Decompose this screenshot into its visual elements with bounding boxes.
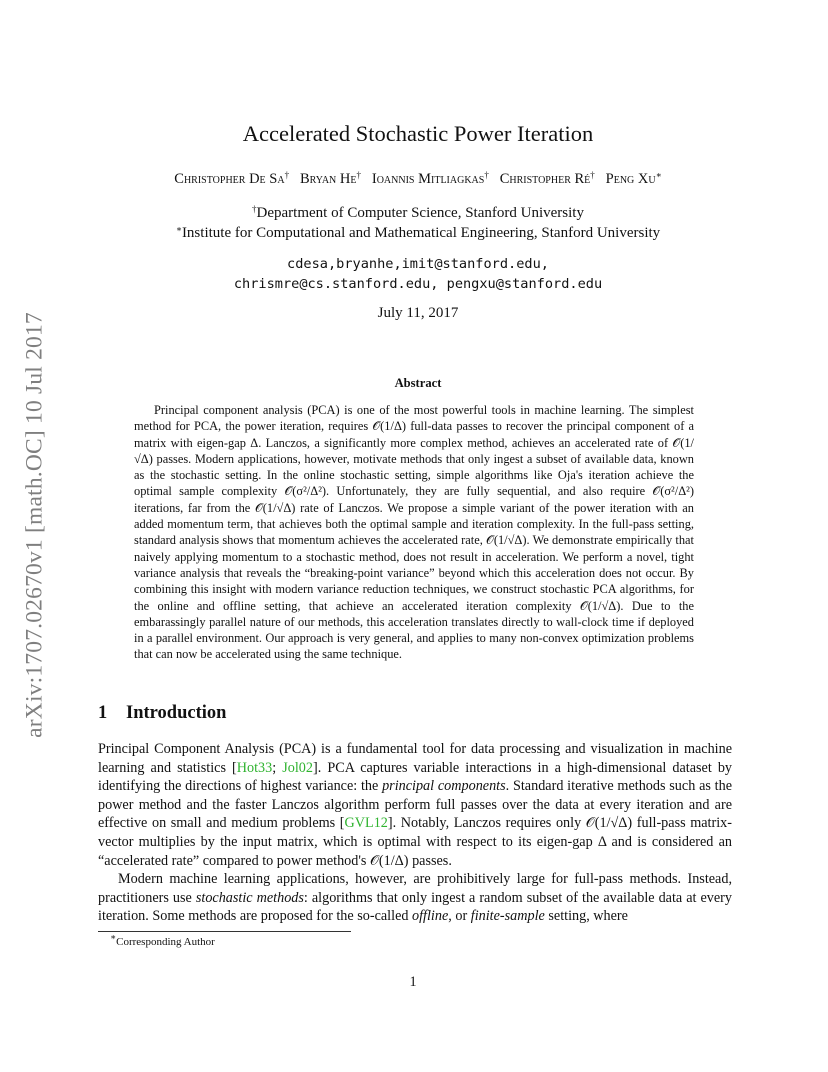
- text-run: ]. Notably, Lanczos requires only 𝒪(1/√Δ) full-pass matrix-vector multiplies by the input matrix, which is optimal with respect to its eigen-gap Δ and is considered an “accelerated rate” compared to power method's 𝒪(1/Δ) passes.: [98, 815, 732, 869]
- arxiv-sidebar-identifier: [20, 275, 50, 775]
- author-mark: ∗: [655, 170, 662, 180]
- introduction-body: [98, 740, 732, 926]
- author-name: Christopher De Sa: [174, 171, 285, 187]
- text-run: Principal Component Analysis (PCA) is a fundamental tool for data processing and visualization in machine learning and statistics [: [98, 741, 732, 776]
- email-line: chrismre@cs.stanford.edu, pengxu@stanford.edu: [233, 276, 603, 292]
- section-number: 1: [98, 703, 108, 723]
- abstract-text: Principal component analysis (PCA) is one of the most powerful tools in machine learning. The simplest method for PCA, the power iteration, requires 𝒪(1/Δ) full-data passes to recover the principal component of a matrix with eigen-gap Δ. Lanczos, a significantly more complex method, achieves an accelerated rate of 𝒪(1/√Δ) passes. Modern applications, however, motivate methods that only ingest a subset of available data, known as the stochastic setting. In the online stochastic setting, simple algorithms like Oja's iteration achieve the optimal sample complexity 𝒪(σ²/Δ²). Unfortunately, they are fully sequential, and also require 𝒪(σ²/Δ²) iterations, far from the 𝒪(1/√Δ) rate of Lanczos. We propose a simple variant of the power iteration with an added momentum term, that achieves both the optimal sample and iteration complexity. In the full-pass setting, standard analysis shows that momentum achieves the accelerated rate, 𝒪(1/√Δ). We demonstrate empirically that naively applying momentum to a stochastic method, does not result in acceleration. We perform a novel, tight variance analysis that reveals the “breaking-point variance” beyond which this acceleration does not occur. By combining this insight with modern variance reduction techniques, we construct stochastic PCA algorithms, for the online and offline setting, that achieve an accelerated iteration complexity 𝒪(1/√Δ). Due to the embarassingly parallel nature of our methods, this acceleration translates directly to wall-clock time if deployed in a parallel environment. Our approach is very general, and applies to many non-convex optimization problems that can now be accelerated using the same technique.: [134, 403, 694, 662]
- affiliation-line: [98, 203, 738, 223]
- emphasis: finite-sample: [470, 908, 545, 925]
- text-run: setting, where: [544, 908, 628, 925]
- citation-link[interactable]: GVL12: [344, 815, 388, 832]
- author-name: Ioannis Mitliagkas: [371, 171, 485, 187]
- author-emails: [98, 254, 738, 294]
- author-name: Peng Xu: [605, 171, 656, 187]
- footnote-text: Corresponding Author: [116, 936, 215, 948]
- affiliation-mark: ∗: [175, 224, 182, 234]
- text-run: : algorithms that only ingest a random subset of the available data at every iteration. Some methods are proposed for the so-called: [98, 889, 732, 925]
- emphasis: stochastic methods: [195, 889, 304, 906]
- email-line: cdesa,bryanhe,imit@stanford.edu,: [287, 256, 549, 272]
- footnote-mark: ∗: [110, 932, 117, 942]
- page-number: 1: [409, 974, 417, 990]
- author-name: Christopher Ré: [499, 171, 591, 187]
- affiliation-text: Institute for Computational and Mathematical Engineering, Stanford University: [181, 225, 661, 241]
- text-run: ;: [272, 759, 283, 776]
- author-name: Bryan He: [299, 171, 357, 187]
- paragraph: [98, 870, 732, 926]
- footnote: [98, 932, 215, 948]
- abstract-heading: Abstract: [394, 376, 442, 390]
- paper-title: Accelerated Stochastic Power Iteration: [242, 121, 594, 146]
- emphasis: principal components: [382, 778, 506, 795]
- paragraph: [98, 740, 732, 870]
- author-mark: †: [484, 170, 489, 180]
- citation-link[interactable]: Hot33: [236, 759, 273, 776]
- arxiv-id-text: arXiv:1707.02670v1 [math.OC] 10 Jul 2017: [21, 312, 48, 738]
- emphasis: offline: [412, 908, 449, 925]
- section-heading: [98, 703, 226, 724]
- author-mark: †: [284, 170, 290, 180]
- affiliation-text: Department of Computer Science, Stanford University: [256, 205, 584, 221]
- text-run: ]. PCA captures variable interactions in a high-dimensional dataset by identifying the directions of highest variance: the: [98, 759, 733, 795]
- affiliation-line: [98, 223, 738, 243]
- author-mark: †: [590, 170, 595, 180]
- paper-date: July 11, 2017: [377, 305, 459, 321]
- footnote-divider: [98, 931, 351, 932]
- affiliations: [98, 203, 738, 243]
- author-mark: †: [356, 170, 361, 180]
- text-run: . Standard iterative methods such as the power method and the faster Lanczos algorithm perform full passes over the data at every iteration and are effective on small and medium problems [: [98, 778, 732, 832]
- text-run: Modern machine learning applications, however, are prohibitively large for full-pass methods. Instead, practitioners use: [98, 871, 732, 906]
- section-title: Introduction: [126, 703, 227, 723]
- author-list: [98, 171, 738, 188]
- text-run: , or: [448, 908, 471, 925]
- citation-link[interactable]: Jol02: [282, 759, 313, 776]
- affiliation-mark: †: [252, 204, 257, 214]
